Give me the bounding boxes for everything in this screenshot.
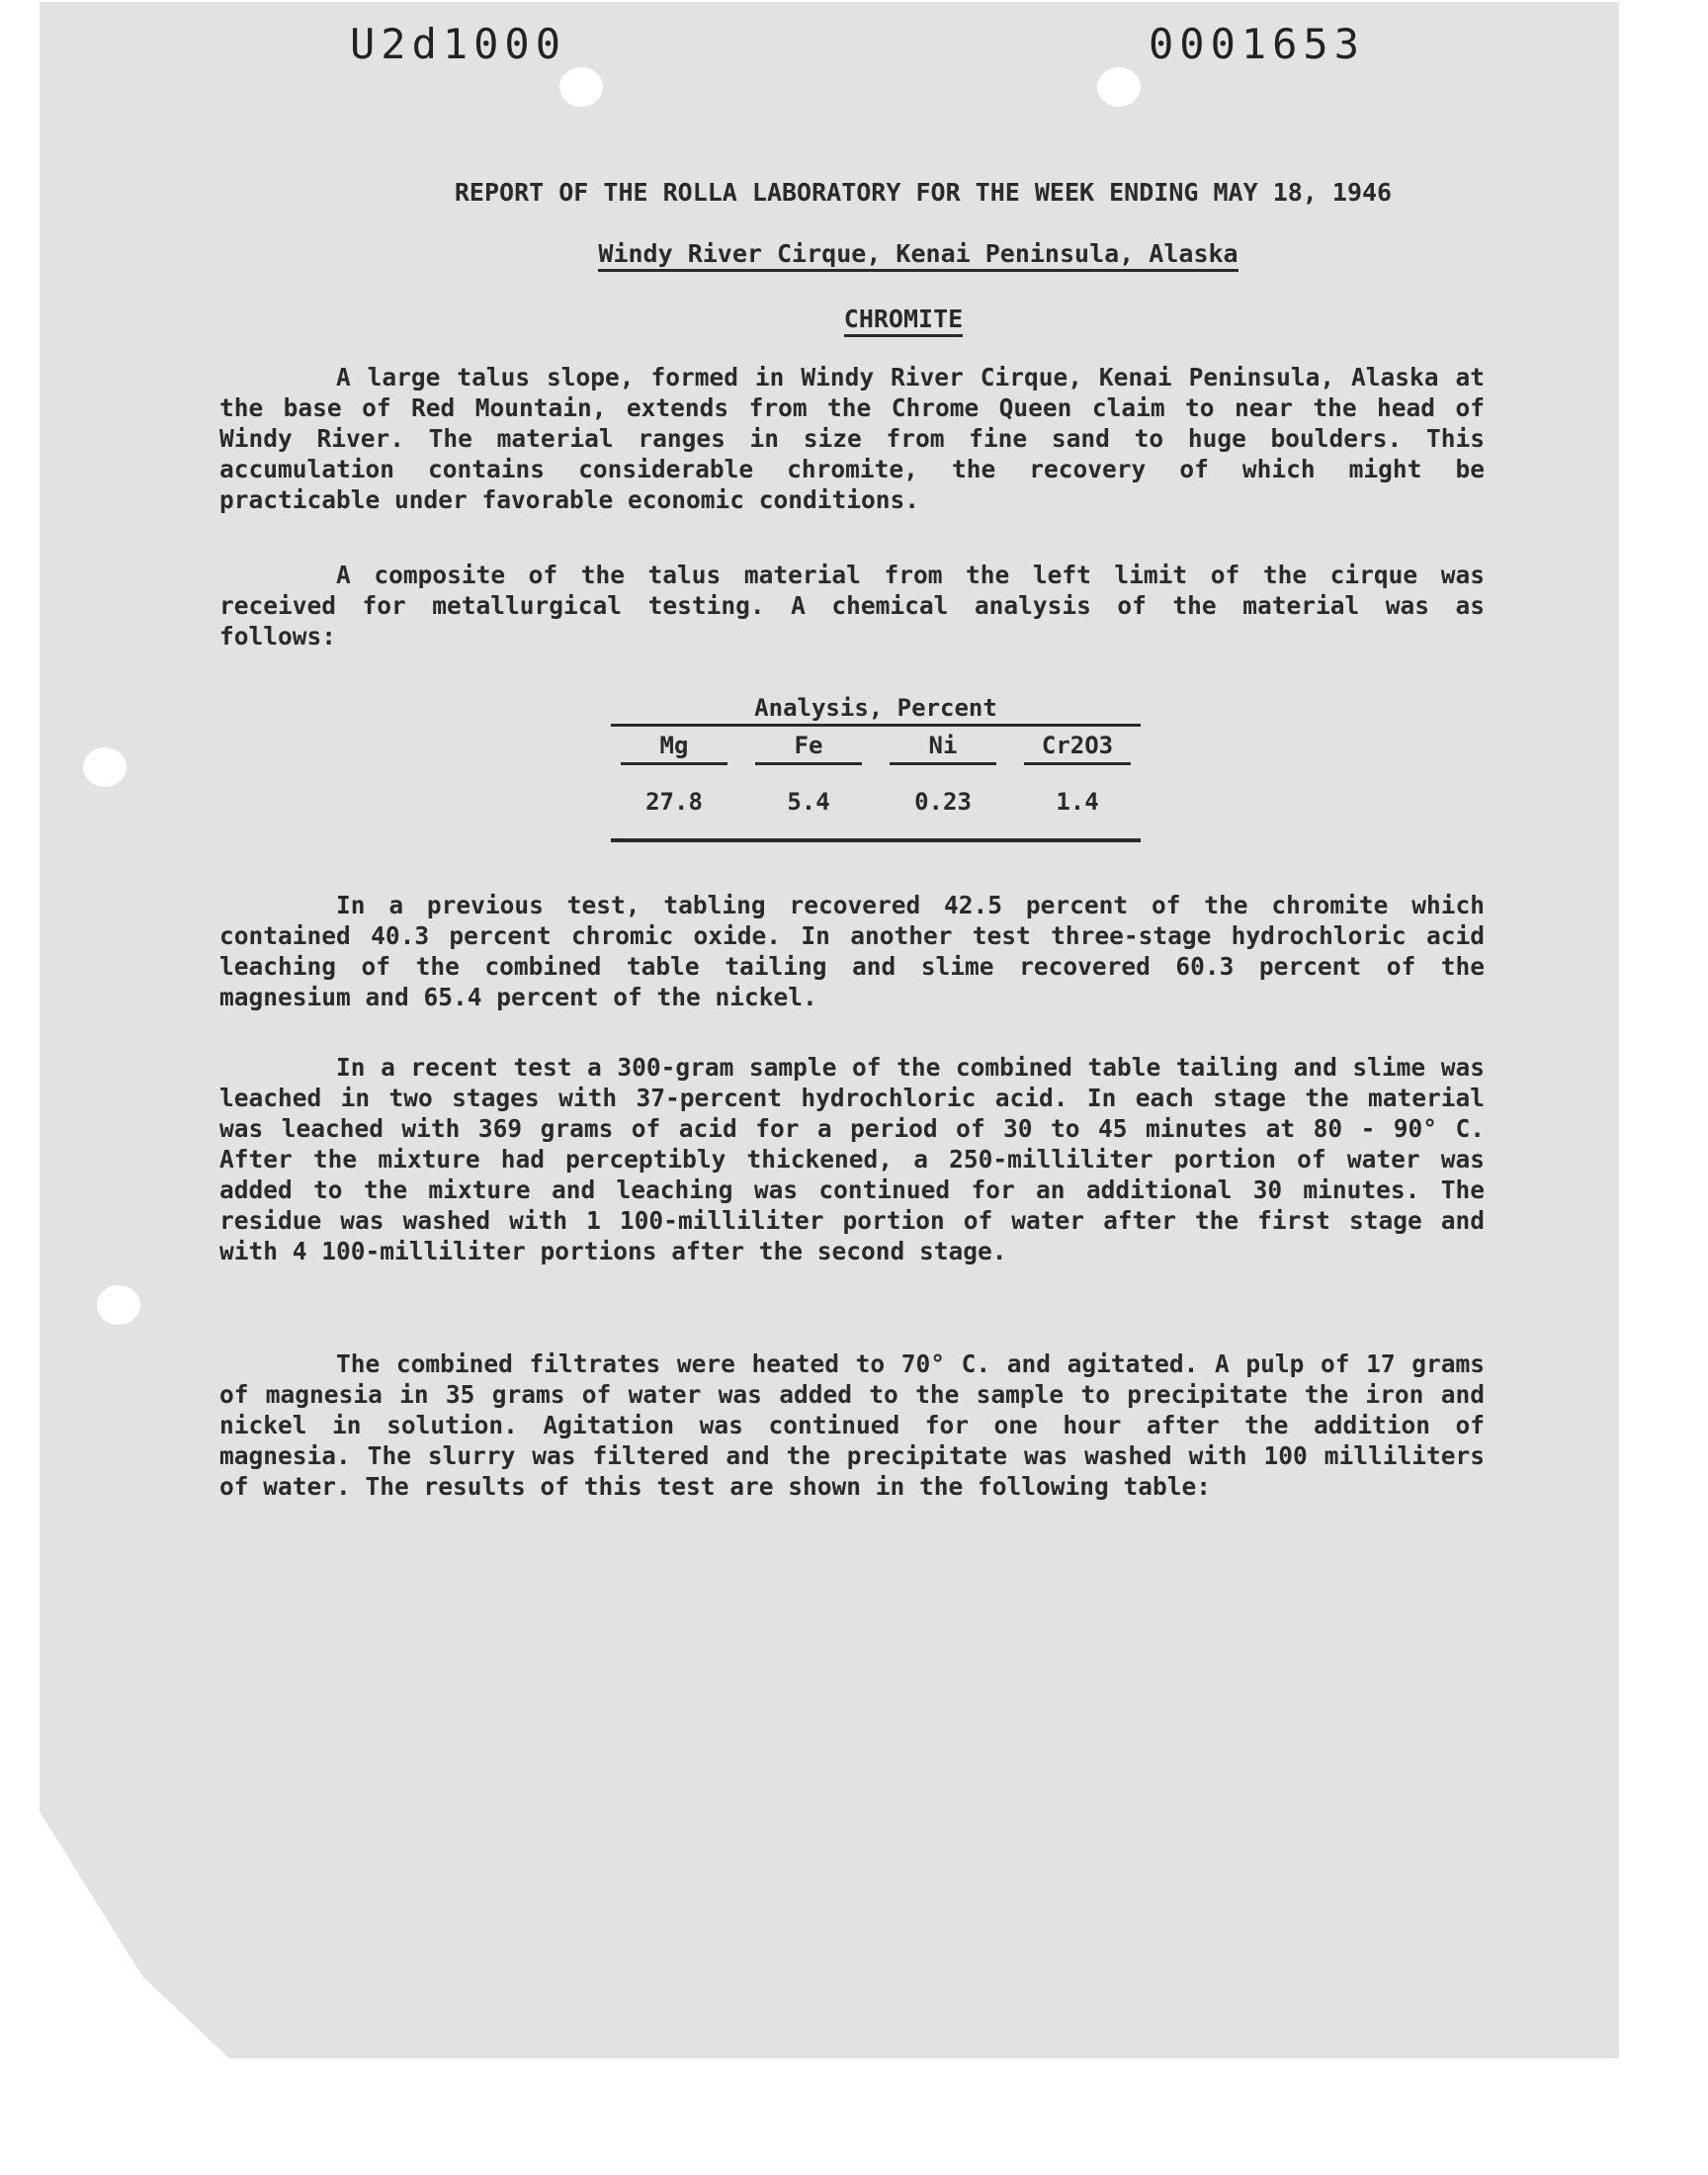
paragraph-3 — [219, 890, 1485, 1012]
section-heading-text: CHROMITE — [844, 304, 963, 337]
subtitle-text: Windy River Cirque, Kenai Peninsula, Alaska — [598, 239, 1238, 272]
document-code-right: 0001653 — [1149, 20, 1366, 68]
document-code-left: U2d1000 — [350, 20, 567, 68]
analysis-caption: Analysis, Percent — [611, 692, 1141, 727]
analysis-value-cr2o3: 1.4 — [1056, 788, 1099, 816]
analysis-header-cr2o3: Cr2O3 — [1024, 731, 1131, 765]
paragraph-2-text: A composite of the talus material from the left limit of the cirque was received for metallurgical testing. A chemical analysis of the material was as follows: — [219, 561, 1485, 651]
section-heading — [0, 304, 1708, 333]
paragraph-4 — [219, 1052, 1485, 1266]
paragraph-1 — [219, 362, 1485, 515]
report-subtitle — [0, 239, 1708, 268]
analysis-columns — [611, 731, 1141, 817]
analysis-header-fe: Fe — [755, 731, 862, 765]
paragraph-1-text: A large talus slope, formed in Windy River Cirque, Kenai Peninsula, Alaska at the base of Red Mountain, extends from the Chrome Queen claim to near the head of Windy River. The material ranges in size from fine sand to huge boulders. This accumulation contains considerable chromite, the recovery of which might be practicable under favorable economic conditions. — [219, 363, 1485, 514]
analysis-header-mg: Mg — [621, 731, 727, 765]
analysis-column-mg — [621, 731, 727, 817]
paragraph-2 — [219, 560, 1485, 652]
analysis-header-ni: Ni — [890, 731, 996, 765]
analysis-value-ni: 0.23 — [914, 788, 972, 816]
paragraph-5-text: The combined filtrates were heated to 70° C. and agitated. A pulp of 17 grams of magnesia in 35 grams of water was added to the sample to precipitate the iron and nickel in solution. Agitation was continued for one hour after the addition of magnesia. The slurry was filtered and the precipitate was washed with 100 milliliters of water. The results of this test are shown in the following table: — [219, 1349, 1485, 1501]
punch-hole — [1097, 67, 1141, 107]
paragraph-5 — [219, 1348, 1485, 1502]
report-title: REPORT OF THE ROLLA LABORATORY FOR THE WEEK ENDING MAY 18, 1946 — [454, 178, 1393, 207]
analysis-value-mg: 27.8 — [645, 788, 703, 816]
punch-hole — [97, 1285, 140, 1325]
analysis-value-fe: 5.4 — [787, 788, 830, 816]
paragraph-4-text: In a recent test a 300-gram sample of the combined table tailing and slime was leached in two stages with 37-percent hydrochloric acid. In each stage the material was leached with 369 grams of acid for a period of 30 to 45 minutes at 80 - 90° C. After the mixture had perceptibly thickened, a 250-milliliter portion of water was added to the mixture and leaching was continued for an additional 30 minutes. The residue was washed with 1 100-milliliter portion of water after the first stage and with 4 100-milliliter portions after the second stage. — [219, 1053, 1485, 1265]
analysis-bottom-rule — [611, 838, 1141, 842]
paragraph-3-text: In a previous test, tabling recovered 42.5 percent of the chromite which contained 40.3 percent chromic oxide. In another test three-stage hydrochloric acid leaching of the combined table tailing and slime recovered 60.3 percent of the magnesium and 65.4 percent of the nickel. — [219, 891, 1485, 1011]
analysis-column-cr2o3 — [1024, 731, 1131, 817]
analysis-table — [611, 692, 1141, 842]
analysis-column-fe — [755, 731, 862, 817]
punch-hole — [83, 747, 127, 787]
punch-hole — [559, 67, 603, 107]
analysis-column-ni — [890, 731, 996, 817]
